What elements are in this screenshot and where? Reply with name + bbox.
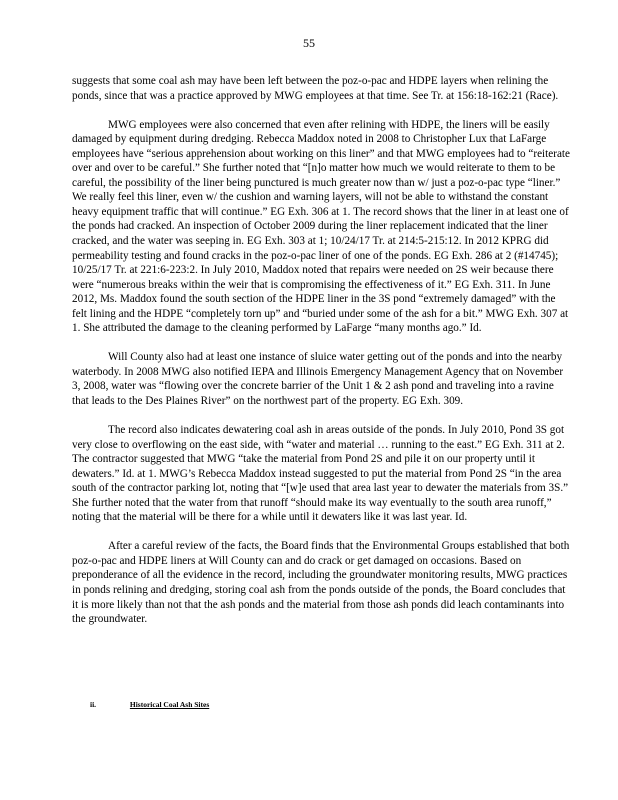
paragraph-dewatering: The record also indicates dewatering coal ash in areas outside of the ponds. In July 2010, Pond 3S got very close to overflowing on the east side, with “water and material … running to the east.” EG Exh. 311 at 2. The contractor suggested that MWG “take the material from Pond 2S and pile it on our property until it dewaters.” Id. at 1. MWG’s Rebecca Maddox instead suggested to put the material from Pond 2S “in the area south of the contractor parking lot, noting that “[w]e used that area last year to dewater the materials from 3S.” She further noted that the water from that runoff “should make its way eventually to the south area runoff,” noting that the material will be there for a while until it dewaters like it was last year. Id. [72,423,569,524]
section-heading [90,700,257,709]
paragraph-sluice-water: Will County also had at least one instance of sluice water getting out of the ponds and into the nearby waterbody. In 2008 MWG also notified IEPA and Illinois Emergency Management Agency that on November 3, 2008, water was “flowing over the concrete barrier of the Unit 1 & 2 ash pond and traveling into a ravine that leads to the Des Plaines River” on the northwest part of the property. EG Exh. 309. [72,351,564,407]
section-heading-number: ii. [90,700,97,709]
section-heading-title: Historical Coal Ash Sites [129,700,210,709]
body-text [72,74,570,641]
page-number: 55 [303,36,315,50]
paragraph-board-finding: After a careful review of the facts, the Board finds that the Environmental Groups established that both poz-o-pac and HDPE liners at Will County can and do crack or get damaged on occasions. Based on preponderance of all the evidence in the record, including the groundwater monitoring results, MWG practices in ponds relining and dredging, storing coal ash from the ponds outside of the ponds, the Board concludes that it is more likely than not that the ash ponds and the material from those ash ponds did leach contaminants into the groundwater. [72,540,570,626]
paragraph-liner-ash: suggests that some coal ash may have been left between the poz-o-pac and HDPE layers when relining the ponds, since that was a practice approved by MWG employees at that time. See Tr. at 156:18-162:21 (Race). [72,75,559,102]
paragraph-liner-damage: MWG employees were also concerned that even after relining with HDPE, the liners will be easily damaged by equipment during dredging. Rebecca Maddox noted in 2008 to Christopher Lux that LaFarge employees have “serious apprehension about working on this liner” and that MWG employees had to “reiterate over and over to be careful.” She further noted that “[n]o matter how much we would reiterate to them to be careful, the possibility of the liner being punctured is much greater now than w/ just a poz-o-pac type “liner.” We really feel this liner, even w/ the cushion and warning layers, will not be able to withstand the constant heavy equipment traffic that will continue.” EG Exh. 306 at 1. The record shows that the liner in at least one of the ponds had cracked. An inspection of October 2009 during the liner replacement indicated that the liner cracked, and the water was seeping in. EG Exh. 303 at 1; 10/24/17 Tr. at 214:5-215:12. In 2012 KPRG did permeability testing and found cracks in the poz-o-pac liner of one of the ponds. EG Exh. 286 at 2 (#14745); 10/25/17 Tr. at 221:6-223:2. In July 2010, Maddox noted that repairs were needed on 2S weir because there were “numerous breaks within the weir that is compromising the effectiveness of it.” EG Exh. 311. In June 2012, Ms. Maddox found the south section of the HDPE liner in the 3S pond “extremely damaged” with the felt lining and the HDPE “completely torn up” and “buried under some of the ash for a bit.” MWG Exh. 307 at 1. She attributed the damage to the cleaning performed by LaFarge “many months ago.” Id. [72,118,570,335]
